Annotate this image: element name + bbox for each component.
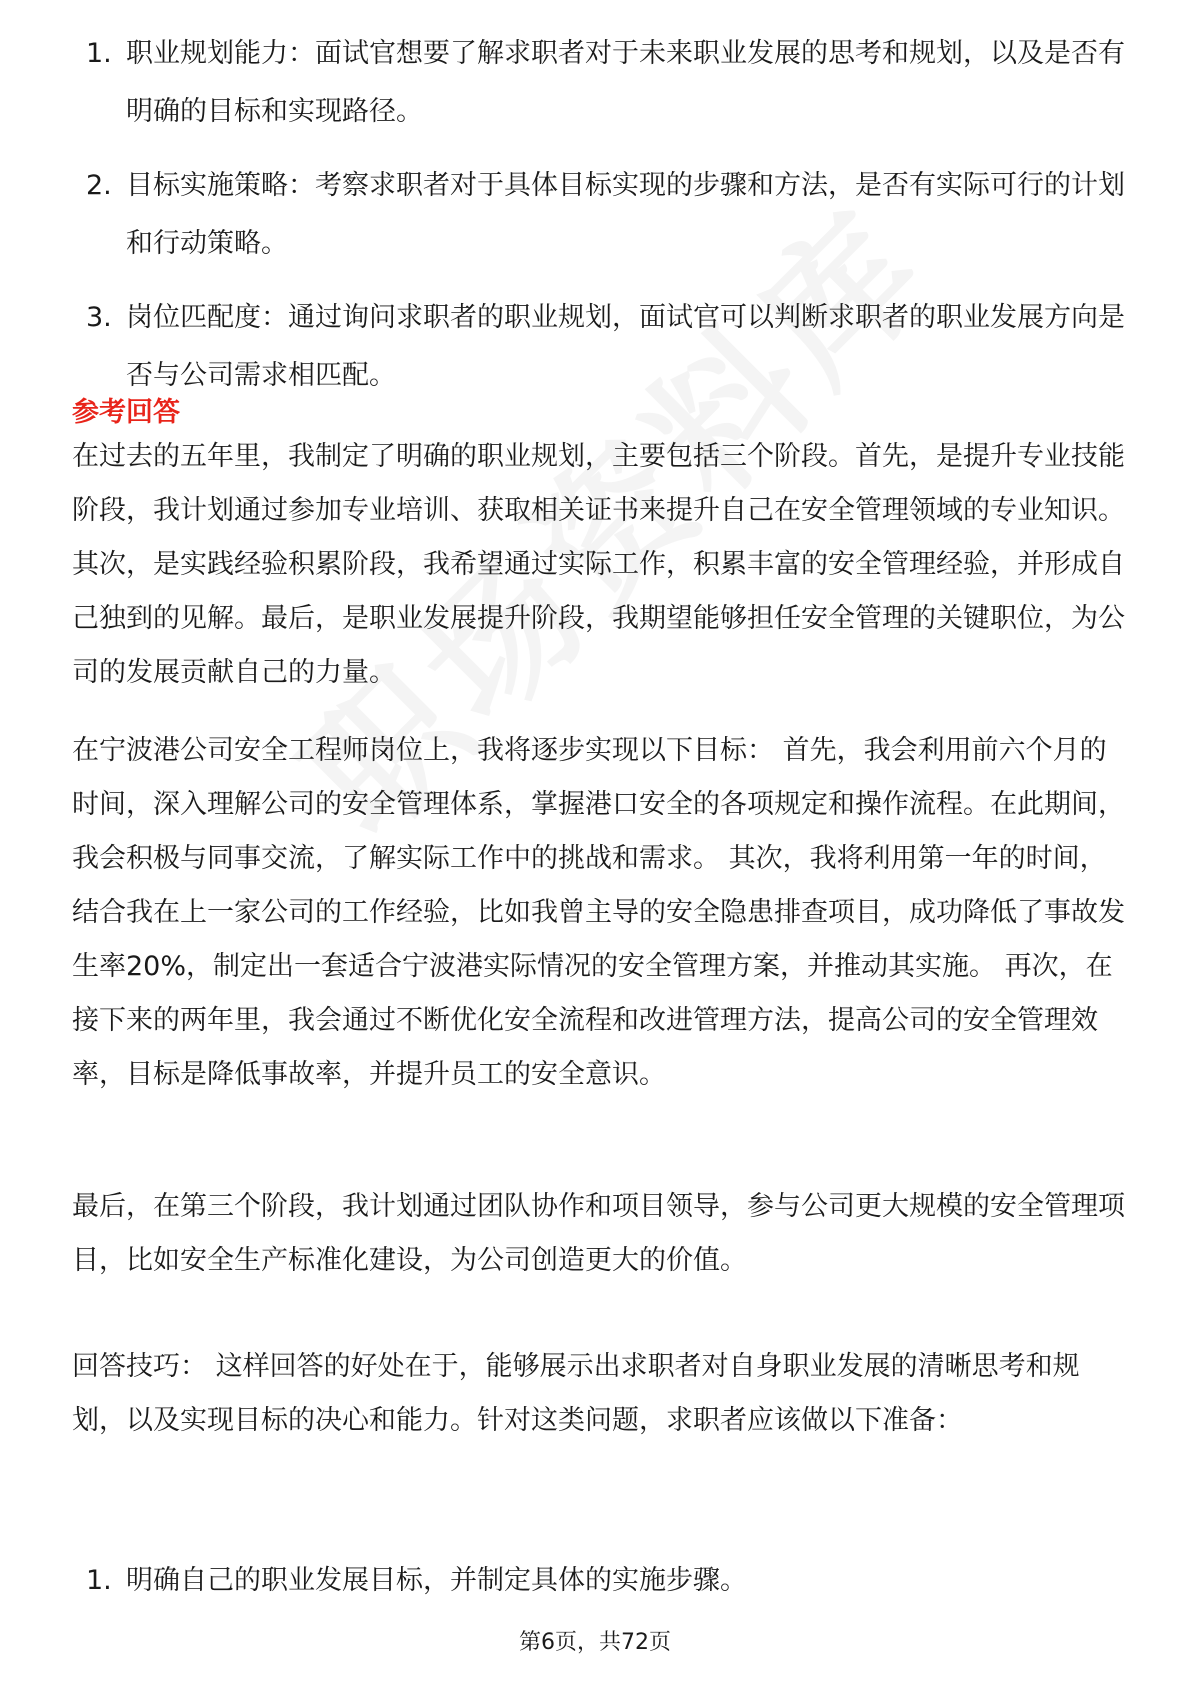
answer-paragraph: 在宁波港公司安全工程师岗位上，我将逐步实现以下目标： 首先，我会利用前六个月的时间，深入理解公司的安全管理体系，掌握港口安全的各项规定和操作流程。在此期间，我会积极与同事交流，了解实际工作中的挑战和需求。 其次，我将利用第一年的时间，结合我在上一家公司的工作经验，比如我曾主导的安全隐患排查项目，成功降低了事故发生率20%，制定出一套适合宁波港实际情况的安全管理方案，并推动其实施。 再次，在接下来的两年里，我会通过不断优化安全流程和改进管理方法，提高公司的安全管理效率，目标是降低事故率，并提升员工的安全意识。 (72, 735, 1125, 1090)
answer-paragraph: 最后，在第三个阶段，我计划通过团队协作和项目领导，参与公司更大规模的安全管理项目，比如安全生产标准化建设，为公司创造更大的价值。 (72, 1191, 1125, 1276)
answer-paragraph: 在过去的五年里，我制定了明确的职业规划，主要包括三个阶段。首先，是提升专业技能阶段，我计划通过参加专业培训、获取相关证书来提升自己在安全管理领域的专业知识。其次，是实践经验积累阶段，我希望通过实际工作，积累丰富的安全管理经验，并形成自己独到的见解。最后，是职业发展提升阶段，我期望能够担任安全管理的关键职位，为公司的发展贡献自己的力量。 (72, 441, 1125, 688)
list-text: 明确自己的职业发展目标，并制定具体的实施步骤。 (126, 1565, 747, 1596)
page-number: 第6页，共72页 (519, 1630, 671, 1655)
list-text: 职业规划能力：面试官想要了解求职者对于未来职业发展的思考和规划，以及是否有明确的目标和实现路径。 (126, 38, 1125, 127)
list-number: 2. (86, 170, 112, 201)
list-text: 目标实施策略：考察求职者对于具体目标实现的步骤和方法，是否有实际可行的计划和行动策略。 (126, 170, 1125, 259)
section-title: 参考回答 (72, 397, 180, 428)
list-item (72, 25, 1127, 141)
list-item (72, 157, 1127, 273)
list-text: 岗位匹配度：通过询问求职者的职业规划，面试官可以判断求职者的职业发展方向是否与公司需求相匹配。 (126, 302, 1125, 391)
list-number: 1. (86, 38, 112, 69)
list-item (72, 289, 1127, 405)
list-number: 1. (86, 1565, 112, 1596)
page-top-edge (0, 0, 1190, 38)
tips-paragraph: 回答技巧： 这样回答的好处在于，能够展示出求职者对自身职业发展的清晰思考和规划，以及实现目标的决心和能力。针对这类问题，求职者应该做以下准备： (72, 1351, 1080, 1436)
list-number: 3. (86, 302, 112, 333)
preparation-list (72, 1552, 1127, 1610)
criteria-list (72, 25, 1127, 405)
list-item (72, 1552, 1127, 1610)
